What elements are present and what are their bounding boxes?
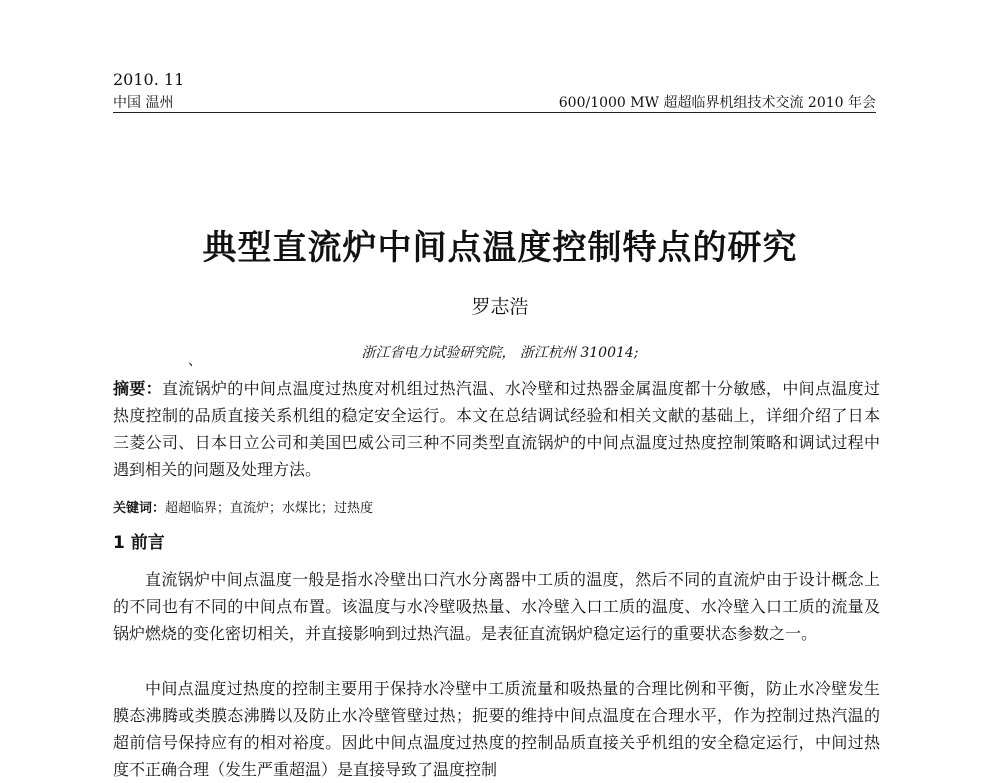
stray-mark: 、 <box>188 353 202 369</box>
author-name: 罗志浩 <box>471 296 529 318</box>
header-location: 中国 温州 <box>113 95 174 111</box>
keywords <box>113 497 373 516</box>
paragraph-2: 中间点温度过热度的控制主要用于保持水冷壁中工质流量和吸热量的合理比例和平衡，防止水冷壁发生膜态沸腾或类膜态沸腾以及防止水冷壁管壁过热；扼要的维持中间点温度在合理水平，作为控制过热汽温的超前信号保持应有的相对裕度。因此中间点温度过热度的控制品质直接关乎机组的安全稳定运行，中间过热度不正确合理（发生严重超温）是直接导致了温度控制 <box>113 679 880 779</box>
section-heading: 1 前言 <box>113 533 165 553</box>
abstract <box>113 375 880 483</box>
paragraph-1: 直流锅炉中间点温度一般是指水冷壁出口汽水分离器中工质的温度，然后不同的直流炉由于设计概念上的不同也有不同的中间点布置。该温度与水冷壁吸热量、水冷壁入口工质的温度、水冷壁入口工质的流量及锅炉燃烧的变化密切相关，并直接影响到过热汽温。是表征直流锅炉稳定运行的重要状态参数之一。 <box>113 570 880 643</box>
keywords-text: 超超临界；直流炉；水煤比；过热度 <box>165 501 374 516</box>
header-date: 2010. 11 <box>113 70 185 89</box>
header-conference: 600/1000 MW 超超临界机组技术交流 2010 年会 <box>558 95 876 111</box>
abstract-text: 直流锅炉的中间点温度过热度对机组过热汽温、水冷壁和过热器金属温度都十分敏感，中间点温度过热度控制的品质直接关系机组的稳定安全运行。本文在总结调试经验和相关文献的基础上，详细介绍了日本三菱公司、日本日立公司和美国巴威公司三种不同类型直流锅炉的中间点温度过热度控制策略和调试过程中遇到相关的问题及处理方法。 <box>113 379 880 479</box>
abstract-label: 摘要： <box>113 379 162 398</box>
keywords-label: 关键词： <box>113 501 166 516</box>
affiliation: 浙江省电力试验研究院， 浙江杭州 310014; <box>361 345 639 361</box>
paper-title: 典型直流炉中间点温度控制特点的研究 <box>202 228 798 268</box>
header-divider <box>113 112 876 113</box>
